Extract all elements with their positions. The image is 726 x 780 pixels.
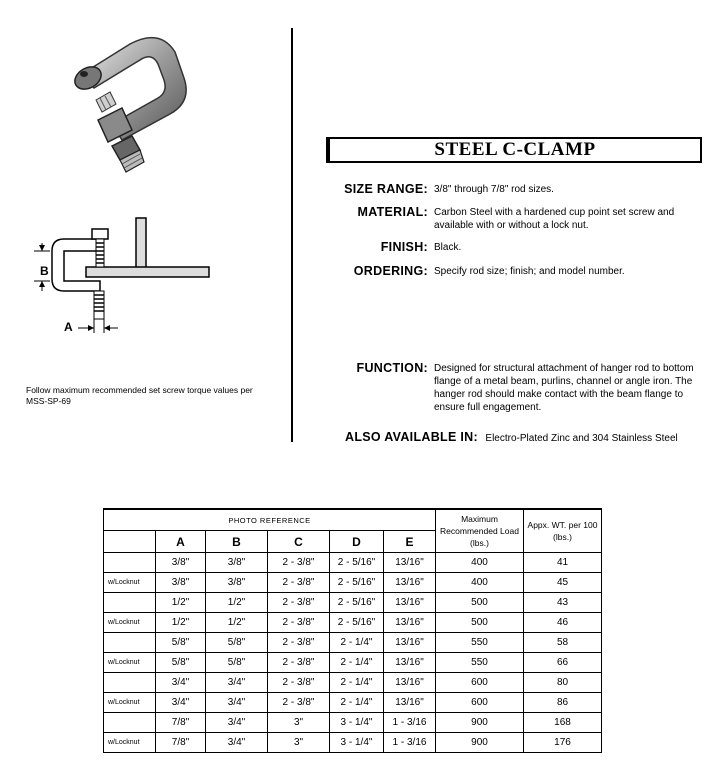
cell-d: 2 - 5/16" [330, 593, 384, 613]
cell-e: 13/16" [384, 573, 436, 593]
cell-load: 550 [436, 633, 524, 653]
cell-d: 2 - 1/4" [330, 653, 384, 673]
table-row [104, 673, 602, 693]
cell-d: 3 - 1/4" [330, 733, 384, 753]
cell-c: 2 - 3/8" [268, 573, 330, 593]
cell-e: 13/16" [384, 633, 436, 653]
cell-wt: 168 [524, 713, 602, 733]
cell-c: 2 - 3/8" [268, 693, 330, 713]
cell-c: 2 - 3/8" [268, 653, 330, 673]
table-row [104, 573, 602, 593]
blank-header-cell [104, 531, 156, 553]
also-available-value: Electro-Plated Zinc and 304 Stainless Steel [485, 433, 678, 444]
table-row [104, 713, 602, 733]
cell-d: 2 - 5/16" [330, 553, 384, 573]
cell-e: 13/16" [384, 693, 436, 713]
spec-label-size-range: SIZE RANGE: [344, 182, 428, 196]
spec-value-finish: Black. [434, 242, 462, 253]
cell-d: 2 - 1/4" [330, 633, 384, 653]
cell-a: 7/8" [156, 733, 206, 753]
cell-load: 900 [436, 713, 524, 733]
cell-a: 5/8" [156, 653, 206, 673]
cell-label [104, 713, 156, 733]
spec-value-ordering: Specify rod size; finish; and model number. [434, 266, 625, 277]
cell-d: 2 - 1/4" [330, 693, 384, 713]
cell-d: 2 - 5/16" [330, 573, 384, 593]
cell-b: 3/4" [206, 673, 268, 693]
col-header-e: E [384, 531, 436, 553]
cell-e: 13/16" [384, 653, 436, 673]
dimension-label-b: B [40, 264, 49, 278]
cell-e: 13/16" [384, 673, 436, 693]
cell-a: 3/4" [156, 673, 206, 693]
spec-label-material: MATERIAL: [357, 205, 428, 219]
cell-load: 550 [436, 653, 524, 673]
cell-a: 3/8" [156, 573, 206, 593]
cell-a: 3/8" [156, 553, 206, 573]
cell-b: 3/4" [206, 733, 268, 753]
cell-wt: 41 [524, 553, 602, 573]
cell-load: 400 [436, 573, 524, 593]
cell-b: 3/8" [206, 573, 268, 593]
cell-label: w/Locknut [104, 653, 156, 673]
cell-wt: 45 [524, 573, 602, 593]
dimension-table [103, 508, 602, 753]
col-header-d: D [330, 531, 384, 553]
cell-c: 2 - 3/8" [268, 593, 330, 613]
col-header-b: B [206, 531, 268, 553]
cell-b: 1/2" [206, 593, 268, 613]
cell-a: 3/4" [156, 693, 206, 713]
cell-label: w/Locknut [104, 573, 156, 593]
page-title: STEEL C-CLAMP [434, 139, 596, 160]
cell-load: 500 [436, 613, 524, 633]
cell-label [104, 553, 156, 573]
cell-b: 3/4" [206, 713, 268, 733]
table-body [104, 553, 602, 753]
photo-reference-header: PHOTO REFERENCE [104, 509, 436, 531]
cell-d: 2 - 5/16" [330, 613, 384, 633]
cell-load: 600 [436, 673, 524, 693]
cell-wt: 86 [524, 693, 602, 713]
cell-wt: 66 [524, 653, 602, 673]
table-row [104, 693, 602, 713]
cell-b: 5/8" [206, 653, 268, 673]
spec-label-function: FUNCTION: [356, 361, 428, 375]
torque-note: Follow maximum recommended set screw torque values per MSS-SP-69 [26, 385, 253, 406]
cell-e: 1 - 3/16 [384, 733, 436, 753]
table-row [104, 653, 602, 673]
cell-b: 5/8" [206, 633, 268, 653]
cell-a: 5/8" [156, 633, 206, 653]
table-row [104, 633, 602, 653]
cell-load: 500 [436, 593, 524, 613]
cell-d: 3 - 1/4" [330, 713, 384, 733]
cell-b: 1/2" [206, 613, 268, 633]
cell-wt: 80 [524, 673, 602, 693]
cell-d: 2 - 1/4" [330, 673, 384, 693]
cell-label [104, 673, 156, 693]
spec-value-size-range: 3/8" through 7/8" rod sizes. [434, 184, 554, 195]
col-header-c: C [268, 531, 330, 553]
cell-b: 3/4" [206, 693, 268, 713]
spec-value-material: Carbon Steel with a hardened cup point set screw and available with or without a lock nut. [434, 207, 675, 231]
spec-value-function: Designed for structural attachment of hanger rod to bottom flange of a metal beam, purlins, channel or angle iron. The hanger rod should make contact with the beam flange to ensure full engagement. [434, 363, 694, 413]
cell-c: 3" [268, 713, 330, 733]
cell-wt: 46 [524, 613, 602, 633]
cell-e: 13/16" [384, 553, 436, 573]
table-row [104, 553, 602, 573]
cell-label: w/Locknut [104, 693, 156, 713]
cell-c: 2 - 3/8" [268, 613, 330, 633]
table-row [104, 593, 602, 613]
cell-c: 3" [268, 733, 330, 753]
cell-load: 400 [436, 553, 524, 573]
cell-load: 600 [436, 693, 524, 713]
cell-c: 2 - 3/8" [268, 633, 330, 653]
weight-header: Appx. WT. per 100 (lbs.) [524, 509, 602, 553]
cell-label [104, 593, 156, 613]
cell-a: 1/2" [156, 613, 206, 633]
cell-label: w/Locknut [104, 733, 156, 753]
cell-a: 1/2" [156, 593, 206, 613]
cell-b: 3/8" [206, 553, 268, 573]
cell-load: 900 [436, 733, 524, 753]
also-available [345, 428, 678, 446]
cell-e: 13/16" [384, 613, 436, 633]
col-header-a: A [156, 531, 206, 553]
cell-c: 2 - 3/8" [268, 553, 330, 573]
cell-label [104, 633, 156, 653]
title-box [326, 137, 702, 163]
dimension-label-a: A [64, 320, 73, 334]
cell-e: 13/16" [384, 593, 436, 613]
table-row [104, 733, 602, 753]
cell-wt: 43 [524, 593, 602, 613]
cell-label: w/Locknut [104, 613, 156, 633]
c-clamp-photo [60, 30, 200, 180]
spec-label-finish: FINISH: [380, 240, 428, 254]
spec-label-ordering: ORDERING: [353, 264, 428, 278]
cell-c: 2 - 3/8" [268, 673, 330, 693]
cell-wt: 58 [524, 633, 602, 653]
divider-line [291, 28, 293, 442]
clamp-dimension-diagram [30, 215, 220, 335]
also-available-label: ALSO AVAILABLE IN: [345, 430, 478, 444]
cell-a: 7/8" [156, 713, 206, 733]
table-row [104, 613, 602, 633]
cell-e: 1 - 3/16 [384, 713, 436, 733]
max-load-header: Maximum Recommended Load (lbs.) [436, 509, 524, 553]
cell-wt: 176 [524, 733, 602, 753]
